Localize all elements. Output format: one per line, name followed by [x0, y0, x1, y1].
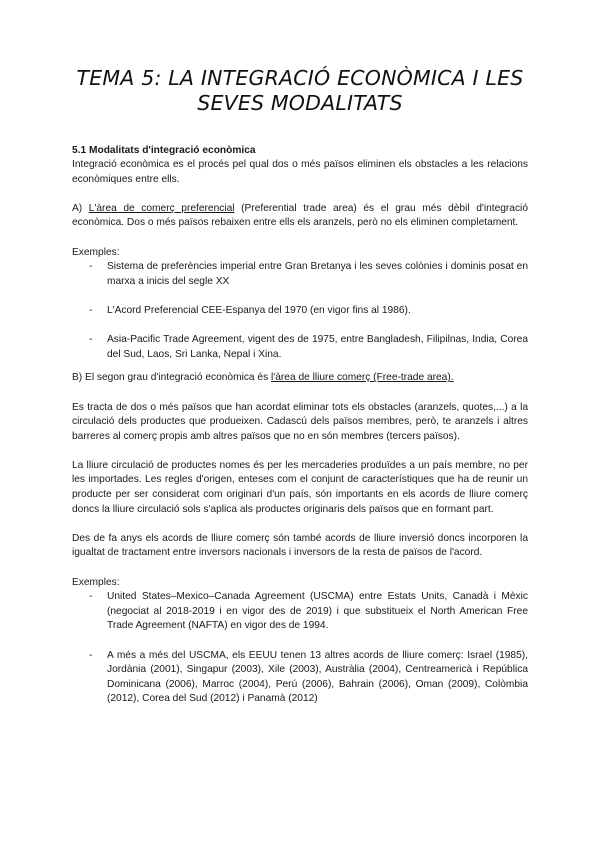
list-item — [72, 590, 528, 634]
bullet-dash: - — [89, 591, 93, 603]
title-line-2: SEVES MODALITATS — [197, 91, 403, 115]
section-5-1 — [72, 144, 528, 707]
paragraph-b — [72, 371, 528, 386]
intro-paragraph: Integració econòmica es el procés pel qual dos o més països eliminen els obstacles a les relacions econòmiques entre ells. — [72, 159, 528, 185]
examples-label-1: Exemples: — [72, 246, 120, 258]
list-item — [72, 333, 528, 362]
list-item — [72, 260, 528, 289]
section-heading: 5.1 Modalitats d'integració econòmica — [72, 145, 256, 156]
bullet-dash: - — [89, 649, 93, 661]
paragraph-a-text: (Preferential trade area) és el grau més dèbil d'integració econòmica. Dos o més països rebaixen entre ells els aranzels, però no els eliminen completament. — [72, 202, 528, 229]
paragraph-a-prefix: A) — [72, 202, 89, 214]
term-preferential-trade-area: L'àrea de comerç preferencial — [88, 202, 235, 214]
page-title — [72, 0, 528, 116]
list-item-text: Asia-Pacific Trade Agreement, vigent des de 1975, entre Bangladesh, Filipilnas, India, Corea del Sud, Laos, Sri Lanka, Nepal i Xina. — [107, 334, 528, 360]
list-item-text: A més a més del USCMA, els EEUU tenen 13 altres acords de lliure comerç: Israel (1985), Jordània (2001), Singapur (2003), Xile (2003), Austràlia (2004), Centreamericà i República Dominicana (2006), Marroc (2004), Perú (2006), Bahrain (2006), Oman (2009), Colòmbia (2012), Corea del Sud (2012) i Panamà (2012) — [107, 649, 528, 705]
title-line-1: TEMA 5: LA INTEGRACIÓ ECONÒMICA I LES — [76, 66, 524, 90]
paragraph-b1: Es tracta de dos o més països que han acordat eliminar tots els obstacles (aranzels, quotes,...) a la circulació dels productes que produeixen. Cadascú dels països membres, però, te aranzels i altres barreres al comerç propis amb altres països que no en són membres (tercers països). — [72, 401, 528, 442]
examples-label-2: Exemples: — [72, 576, 120, 588]
examples-list-1 — [72, 260, 528, 362]
paragraph-b-prefix: B) El segon grau d'integració econòmica és — [72, 372, 272, 384]
paragraph-b2: La lliure circulació de productes nomes és per les mercaderies produïdes a un país membre, no per les importades. Les regles d'origen, enteses com el conjunt de característiques que ha de reunir un producte per ser considerat com originari d'un país, són importants en els acords de lliure comerç doncs la lliure circulació sols s'aplica als productes originaris dels països que en formant part. — [72, 459, 528, 515]
list-item-text: Sistema de preferències imperial entre Gran Bretanya i les seves colònies i dominis posat en marxa a inicis del segle XX — [107, 261, 528, 287]
list-item-text: United States–Mexico–Canada Agreement (USCMA) entre Estats Units, Canadà i Mèxic (negociat al 2018-2019 i en vigor des de 2019) i que substitueix el North American Free Trade Agreement (NAFTA) en vigor des de 1994. — [107, 591, 528, 632]
term-free-trade-area: l'àrea de lliure comerç (Free-trade area). — [271, 372, 454, 384]
list-item — [72, 304, 528, 319]
bullet-dash: - — [89, 334, 93, 346]
list-item-text: L'Acord Preferencial CEE-Espanya del 1970 (en vigor fins al 1986). — [107, 304, 411, 316]
bullet-dash: - — [89, 304, 93, 316]
examples-list-2 — [72, 590, 528, 707]
paragraph-b3: Des de fa anys els acords de lliure comerç són també acords de lliure inversió doncs incorporen la igualtat de tractament entre inversors nacionals i inversors de la resta de països de l'acord. — [72, 532, 528, 559]
bullet-dash: - — [89, 261, 93, 273]
list-item — [72, 649, 528, 707]
paragraph-a — [72, 202, 528, 231]
